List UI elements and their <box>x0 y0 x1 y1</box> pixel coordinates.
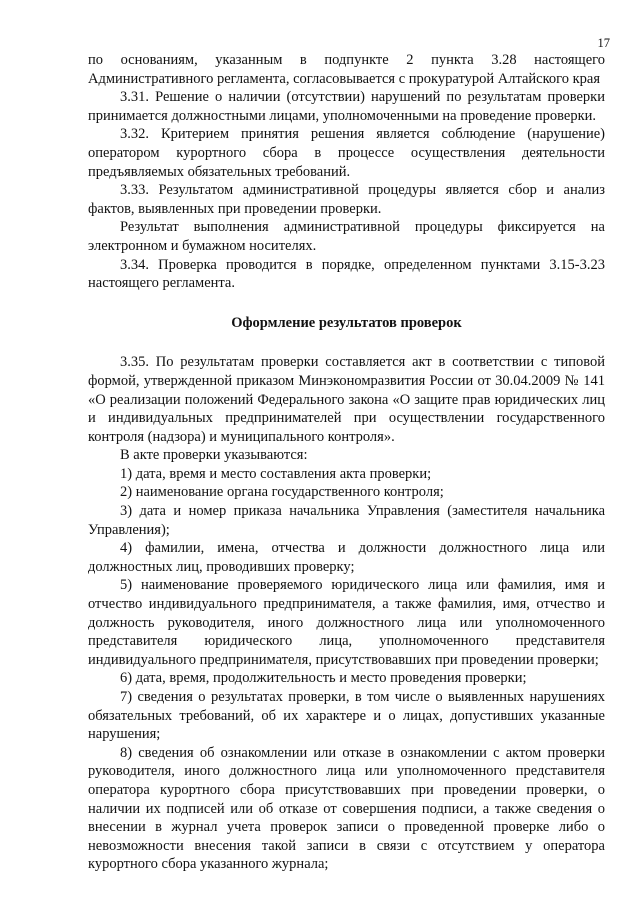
paragraph-3-33: 3.33. Результатом административной процедуры является сбор и анализ фактов, выявленных при проведении проверки. <box>88 182 605 217</box>
list-intro: В акте проверки указываются: <box>120 447 308 464</box>
list-item-3: 3) дата и номер приказа начальника Управления (заместителя начальника Управления); <box>88 503 605 538</box>
list-item-4: 4) фамилии, имена, отчества и должности должностного лица или должностных лиц, проводивших проверку; <box>88 540 605 575</box>
list-item-8: 8) сведения об ознакомлении или отказе в ознакомлении с актом проверки руководителя, иного должностного лица или уполномоченного представителя оператора курортного сбора присутствовавших при проведении проверки, о наличии их подписей или об отказе от совершения подписи, а также сведения о внесении в журнал учета проверок записи о проведенной проверке либо о невозможности внесения такой записи в связи с отсутствием у оператора курортного сбора указанного журнала; <box>88 744 605 873</box>
list-item-7: 7) сведения о результатах проверки, в том числе о выявленных нарушениях обязательных требований, об их характере и о лицах, допустивших указанные нарушения; <box>88 689 605 743</box>
list-item-2: 2) наименование органа государственного контроля; <box>120 484 444 501</box>
paragraph-continuation: по основаниям, указанным в подпункте 2 пункта 3.28 настоящего Административного регламента, согласовывается с прокуратурой Алтайского края <box>88 52 605 87</box>
paragraph-result: Результат выполнения административной процедуры фиксируется на электронном и бумажном носителях. <box>88 219 605 254</box>
paragraph-3-34: 3.34. Проверка проводится в порядке, определенном пунктами 3.15-3.23 настоящего регламента. <box>88 256 605 292</box>
paragraph-3-32: 3.32. Критерием принятия решения является соблюдение (нарушение) оператором курортного сбора в процессе осуществления деятельности предъявляемых обязательных требований. <box>88 126 605 180</box>
document-body <box>88 51 605 874</box>
list-item-6: 6) дата, время, продолжительность и место проведения проверки; <box>120 670 527 687</box>
paragraph-3-35: 3.35. По результатам проверки составляется акт в соответствии с типовой формой, утвержденной приказом Минэкономразвития России от 30.04.2009 № 141 «О реализации положений Федерального закона «О защите прав юридических лиц и индивидуальных предпринимателей при осуществлении государственного контроля (надзора) и муниципального контроля». <box>88 354 605 445</box>
section-heading: Оформление результатов проверок <box>231 314 462 331</box>
page-number: 17 <box>597 36 610 50</box>
list-item-1: 1) дата, время и место составления акта проверки; <box>120 465 432 482</box>
paragraph-3-31: 3.31. Решение о наличии (отсутствии) нарушений по результатам проверки принимается должностными лицами, уполномоченными на проведение проверки. <box>88 89 605 124</box>
list-item-5: 5) наименование проверяемого юридического лица или фамилия, имя и отчество индивидуального предпринимателя, а также фамилия, имя, отчество и должность руководителя, иного должностного лица или уполномоченного представителя юридического лица, уполномоченного представителя индивидуального предпринимателя, присутствовавших при проведении проверки; <box>88 577 605 668</box>
